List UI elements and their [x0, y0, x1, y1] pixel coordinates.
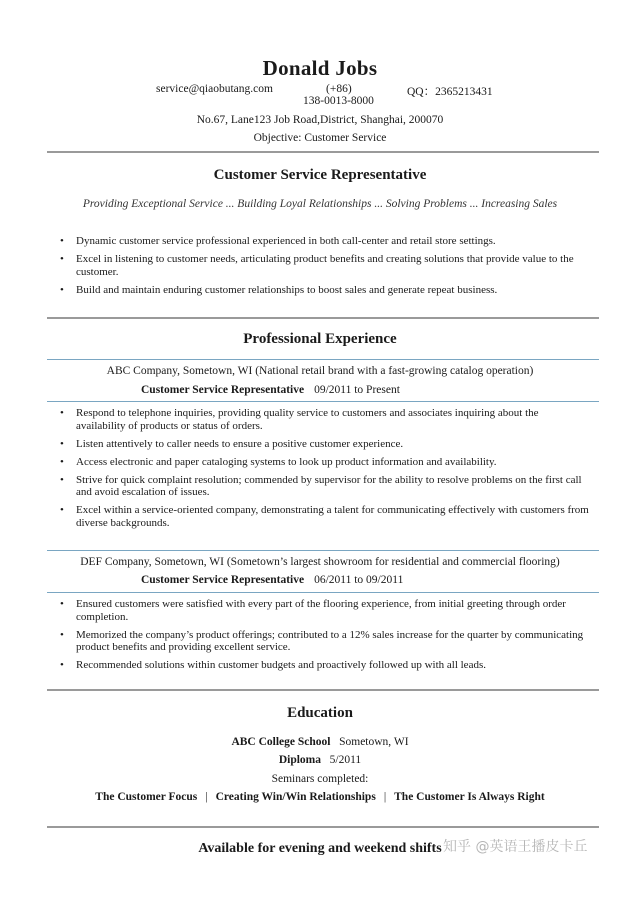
list-item: • Excel within a service-oriented company, demonstrating a talent for communicating effectively with customers from diverse backgrounds.: [60, 504, 590, 529]
list-item: • Build and maintain enduring customer relationships to boost sales and generate repeat business.: [60, 284, 590, 297]
divider: [47, 550, 599, 551]
list-item: • Listen attentively to caller needs to ensure a positive customer experience.: [60, 438, 590, 451]
address: No.67, Lane123 Job Road,District, Shanghai, 200070: [196, 114, 444, 126]
job-role-line: [141, 384, 400, 396]
objective: Objective: Customer Service: [253, 132, 387, 144]
job-role: Customer Service Representative: [141, 574, 305, 586]
summary-title: Customer Service Representative: [213, 167, 427, 183]
separator: |: [383, 791, 387, 803]
qq-number: QQ：2365213431: [407, 86, 493, 98]
divider: [47, 592, 599, 593]
degree-line: [0, 754, 640, 766]
school-line: [0, 736, 640, 748]
list-item: • Dynamic customer service professional experienced in both call-center and retail store settings.: [60, 235, 590, 248]
list-item: • Recommended solutions within customer budgets and proactively followed up with all leads.: [60, 659, 590, 672]
phone-prefix: (+86): [326, 83, 352, 95]
job-role: Customer Service Representative: [141, 384, 305, 396]
summary-tagline: Providing Exceptional Service ... Building Loyal Relationships ... Solving Problems ... Increasing Sales: [82, 198, 558, 210]
job-role-line: [141, 574, 403, 586]
candidate-name: Donald Jobs: [262, 56, 378, 80]
seminars-label: Seminars completed:: [271, 773, 369, 785]
list-item: • Strive for quick complaint resolution; commended by supervisor for the ability to resolve problems on the first call and avoid escalation of issues.: [60, 474, 590, 499]
divider: [47, 689, 599, 691]
school-name: ABC College School: [231, 736, 331, 748]
divider: [47, 151, 599, 153]
divider: [47, 401, 599, 402]
education-title: Education: [287, 705, 353, 721]
seminars-line: [0, 791, 640, 803]
seminar-item: The Customer Focus: [95, 791, 198, 803]
school-location: Sometown, WI: [339, 736, 409, 748]
job-dates: 06/2011 to 09/2011: [314, 574, 404, 586]
list-item: • Memorized the company’s product offerings; contributed to a 12% sales increase for the quarter by communicating product benefits and providing excellent service.: [60, 629, 590, 654]
list-item: • Ensured customers were satisfied with every part of the flooring experience, from initial greeting through order completion.: [60, 598, 590, 623]
list-item: • Respond to telephone inquiries, providing quality service to customers and associates inquiring about the availability of products or status of orders.: [60, 407, 590, 432]
degree-date: 5/2011: [329, 754, 362, 766]
separator: |: [205, 791, 208, 803]
degree-name: Diploma: [278, 754, 321, 766]
job-company: ABC Company, Sometown, WI (National retail brand with a fast-growing catalog operation): [106, 365, 534, 377]
seminar-item: Creating Win/Win Relationships: [215, 791, 376, 803]
summary-list: [60, 235, 590, 302]
list-item: • Excel in listening to customer needs, articulating product benefits and creating solutions that provide value to the customer.: [60, 253, 590, 278]
job-duties-list: [60, 598, 590, 677]
seminar-item: The Customer Is Always Right: [394, 791, 545, 803]
divider: [47, 826, 599, 828]
experience-title: Professional Experience: [243, 331, 397, 347]
availability-note: Available for evening and weekend shifts: [198, 841, 442, 856]
email: service@qiaobutang.com: [156, 83, 273, 95]
job-duties-list: [60, 407, 590, 535]
phone-number: 138-0013-8000: [303, 95, 374, 107]
watermark-text: 知乎 @英语王播皮卡丘: [443, 839, 588, 855]
divider: [47, 317, 599, 319]
divider: [47, 359, 599, 360]
list-item: • Access electronic and paper cataloging systems to look up product information and availability.: [60, 456, 590, 469]
job-dates: 09/2011 to Present: [314, 384, 400, 396]
job-company: DEF Company, Sometown, WI (Sometown’s largest showroom for residential and commercial flooring): [80, 556, 560, 568]
